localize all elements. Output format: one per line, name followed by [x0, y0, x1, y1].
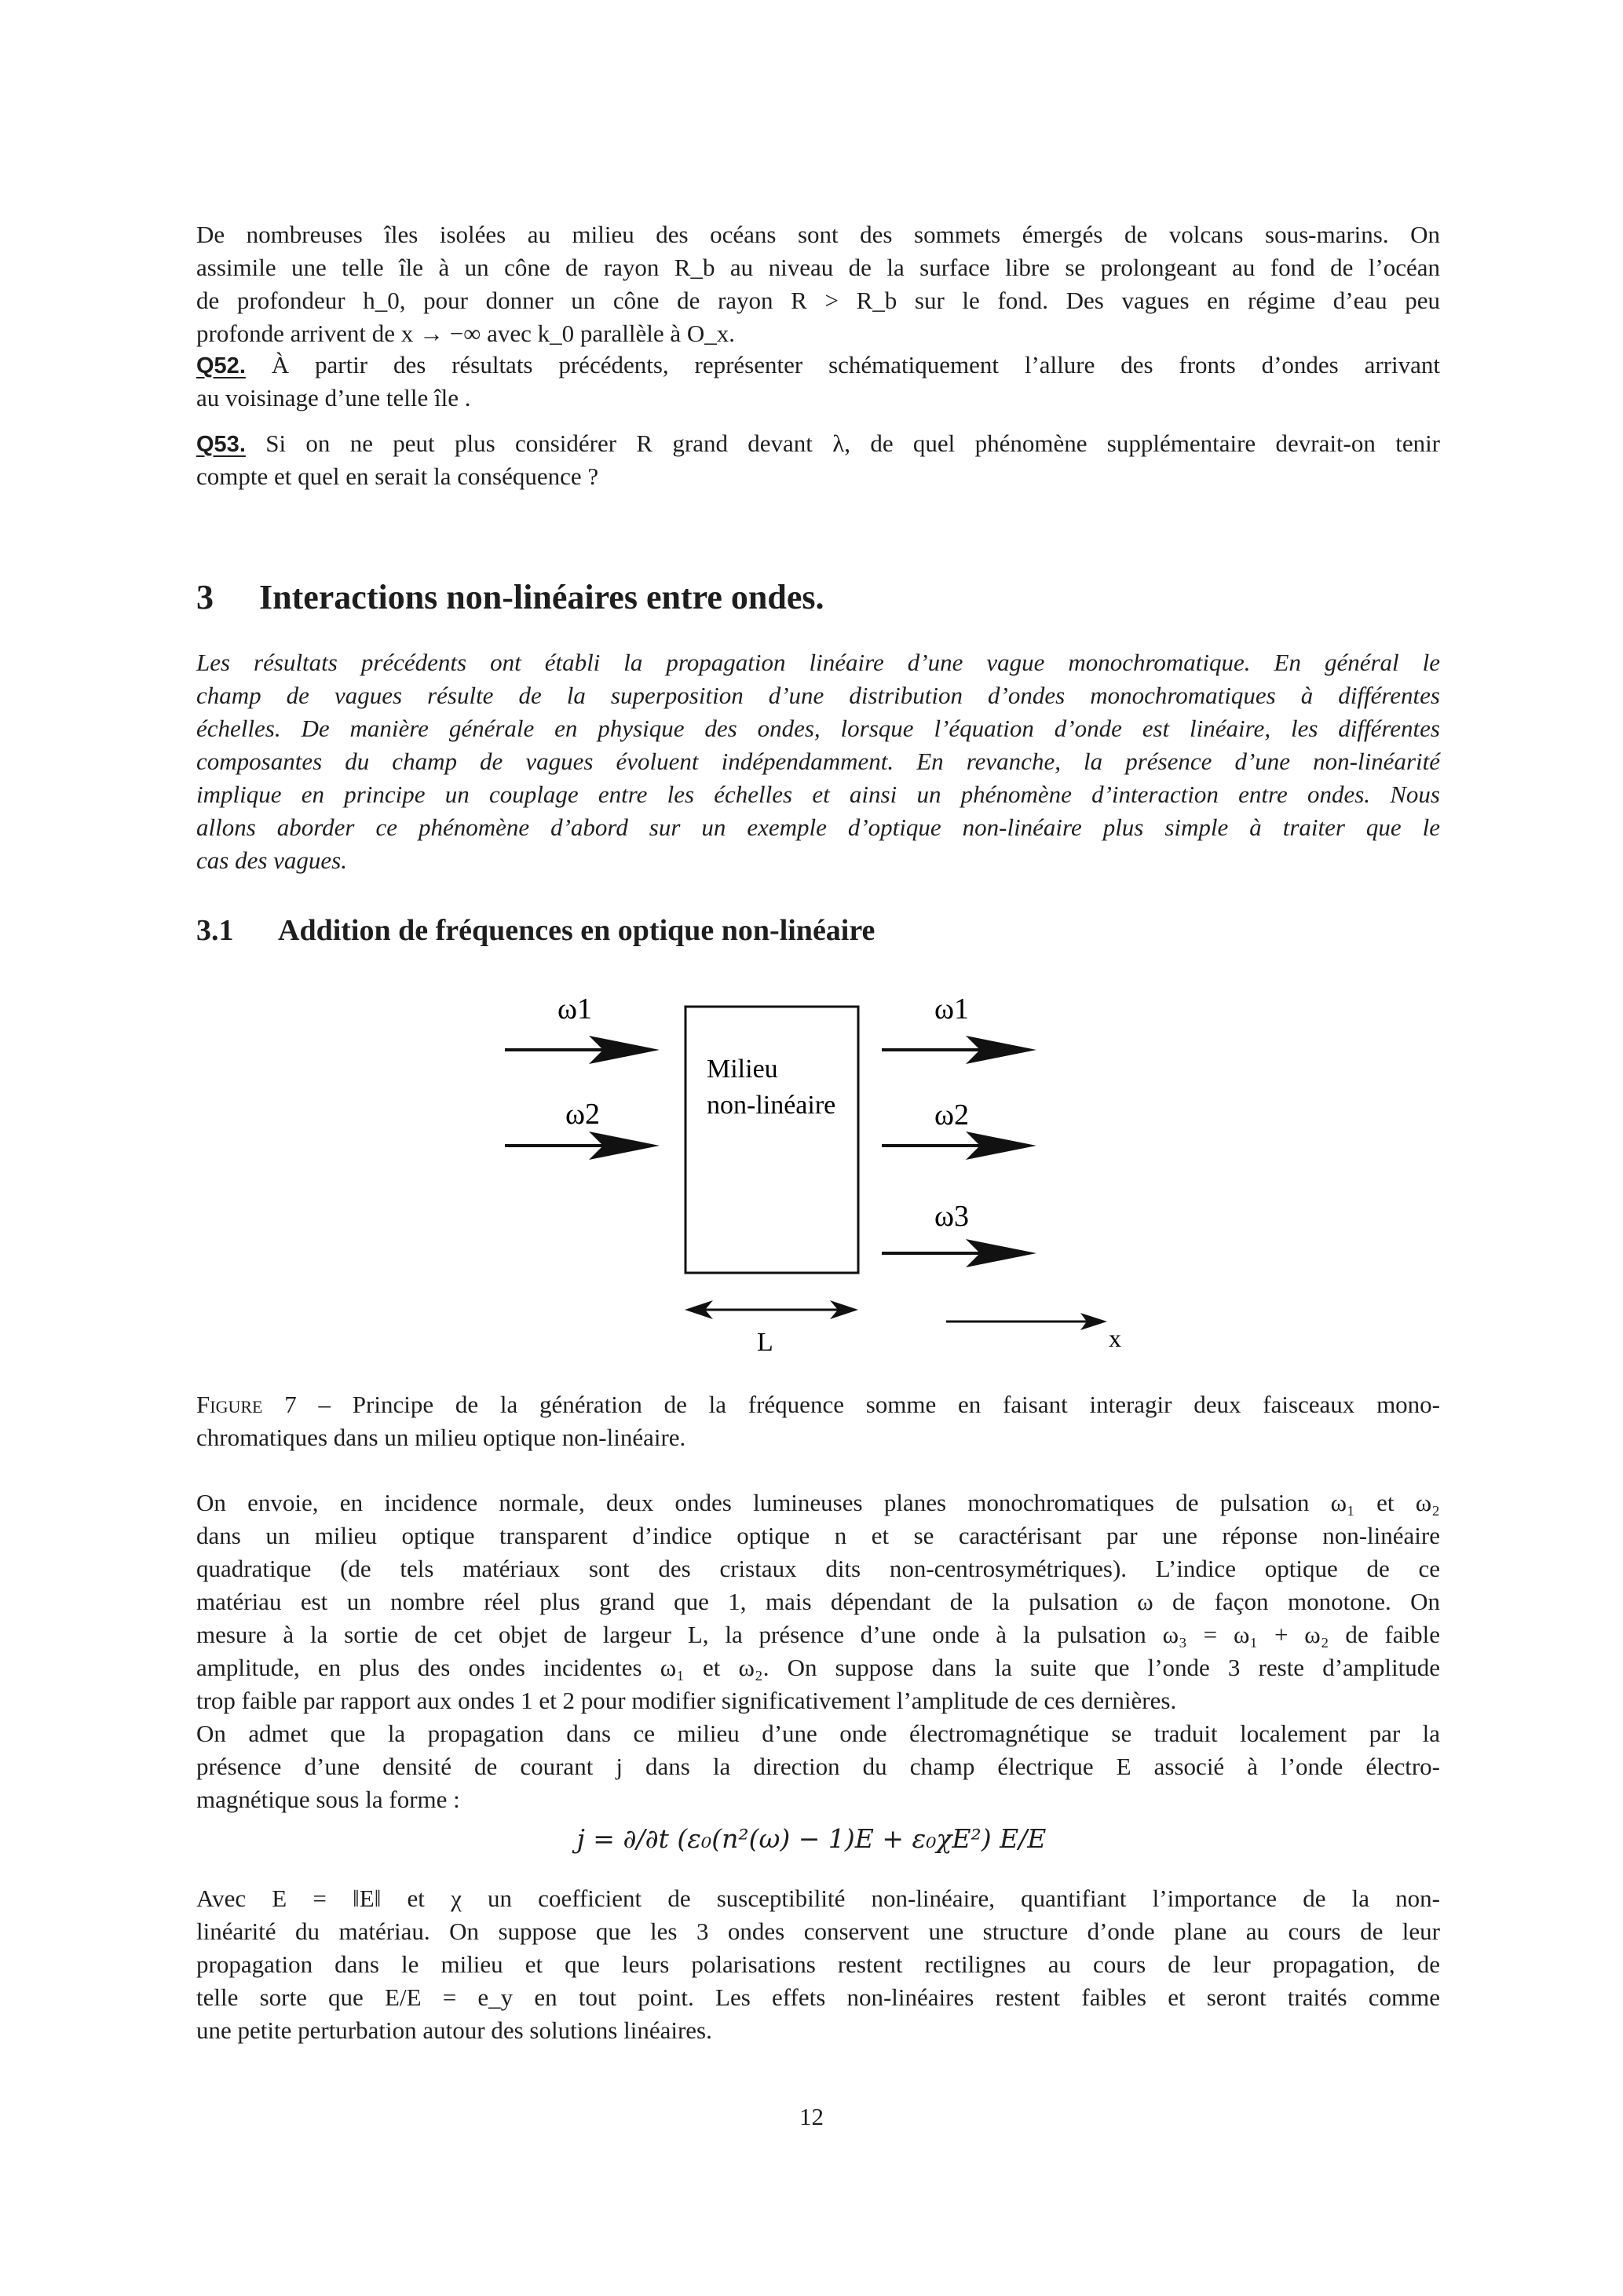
body-p3-line-1: Avec E = ‖E‖ et χ un coefficient de susceptibilité non-linéaire, quantifiant l’importance de la non- — [196, 1885, 1440, 1912]
body-p2-line-2: présence d’une densité de courant j dans la direction du champ électrique E associé à l’onde électro- — [196, 1753, 1440, 1780]
intro-paragraph — [196, 218, 1440, 350]
question-53-text-1: Si on ne peut plus considérer R grand devant λ, de quel phénomène supplémentaire devrait-on tenir — [265, 430, 1441, 457]
body-p3-line-2: linéarité du matériau. On suppose que les 3 ondes conservent une structure d’onde plane au cours de leur — [196, 1918, 1440, 1945]
abstract-line-6: allons aborder ce phénomène d’abord sur un exemple d’optique non-linéaire plus simple à traiter que le — [196, 813, 1440, 841]
output-arrow-1 — [882, 1036, 1036, 1064]
body-paragraph-2 — [196, 1717, 1440, 1816]
output-arrow-3 — [882, 1239, 1036, 1267]
output-omega-1-label: ω1 — [934, 993, 970, 1026]
input-arrow-2 — [505, 1132, 660, 1160]
intro-line-3: de profondeur h_0, pour donner un cône de rayon R > R_b sur le fond. Des vagues en régime d’eau peu — [196, 287, 1440, 314]
section-3-1-number: 3.1 — [196, 914, 234, 947]
abstract-line-3: échelles. De manière générale en physique des ondes, lorsque l’équation d’onde est linéaire, les différentes — [196, 715, 1440, 742]
abstract-line-1: Les résultats précédents ont établi la propagation linéaire d’une vague monochromatique. En général le — [196, 649, 1440, 676]
x-axis-label: x — [1109, 1324, 1121, 1352]
question-53-text-2: compte et quel en serait la conséquence ? — [196, 462, 599, 490]
question-52-label: Q52. — [196, 353, 246, 378]
intro-line-4: profonde arrivent de x → −∞ avec k_0 parallèle à O_x. — [196, 320, 736, 347]
question-52-text-1: À partir des résultats précédents, représenter schématiquement l’allure des fronts d’ondes arrivant — [271, 351, 1441, 378]
input-arrow-1 — [505, 1036, 660, 1064]
length-label: L — [757, 1328, 773, 1355]
section-3-number: 3 — [196, 578, 214, 616]
caption-label: Figure 7 — [196, 1391, 297, 1418]
body-paragraph-3 — [196, 1882, 1440, 2047]
body-p1-line-5: mesure à la sortie de cet objet de largeur L, la présence d’une onde à la pulsation ω₃ = ω₁ + ω₂ de faible — [196, 1621, 1440, 1648]
medium-label-line-2: non-linéaire — [707, 1091, 836, 1120]
caption-line-1: – Principe de la génération de la fréquence somme en faisant interagir deux faisceaux mono- — [318, 1391, 1441, 1418]
figure-7-caption — [196, 1388, 1440, 1454]
body-p1-line-6: amplitude, en plus des ondes incidentes ω₁ et ω₂. On suppose dans la suite que l’onde 3 reste d’amplitude — [196, 1654, 1440, 1681]
output-omega-2-label: ω2 — [934, 1099, 970, 1132]
x-axis-arrow — [946, 1313, 1107, 1330]
abstract-line-5: implique en principe un couplage entre les échelles et ainsi un phénomène d’interaction entre ondes. Nous — [196, 781, 1440, 808]
abstract-line-7: cas des vagues. — [196, 846, 347, 874]
current-density-equation: j = ∂/∂t (ε₀(n²(ω) − 1)E + ε₀χE²) E/E — [576, 1823, 1047, 1854]
body-p1-line-7: trop faible par rapport aux ondes 1 et 2 pour modifier significativement l’amplitude de ces dernières. — [196, 1687, 1177, 1714]
body-p1-line-2: dans un milieu optique transparent d’indice optique n et se caractérisant par une réponse non-linéaire — [196, 1522, 1440, 1549]
abstract-line-2: champ de vagues résulte de la superposition d’une distribution d’ondes monochromatiques à différentes — [196, 682, 1440, 709]
section-3-1-heading — [196, 913, 875, 948]
section-3-heading — [196, 577, 824, 617]
length-double-arrow — [685, 1300, 858, 1319]
page-number: 12 — [799, 2103, 824, 2130]
body-p3-line-5: une petite perturbation autour des solutions linéaires. — [196, 2016, 712, 2044]
question-52-text-2: au voisinage d’une telle île . — [196, 384, 471, 411]
output-arrow-2 — [882, 1132, 1036, 1160]
question-53-label: Q53. — [196, 432, 246, 457]
output-omega-3-label: ω3 — [934, 1200, 970, 1233]
input-omega-1-label: ω1 — [557, 993, 593, 1026]
section-3-1-title: Addition de fréquences en optique non-linéaire — [278, 914, 875, 947]
body-p2-line-1: On admet que la propagation dans ce milieu d’une onde électromagnétique se traduit localement par la — [196, 1720, 1440, 1747]
intro-line-1: De nombreuses îles isolées au milieu des océans sont des sommets émergés de volcans sous-marins. On — [196, 221, 1440, 248]
nonlinear-medium-box — [685, 1007, 858, 1273]
section-3-title: Interactions non-linéaires entre ondes. — [259, 578, 824, 616]
body-p3-line-3: propagation dans le milieu et que leurs polarisations restent rectilignes au cours de leur propagation, de — [196, 1951, 1440, 1978]
body-p2-line-3: magnétique sous la forme : — [196, 1786, 460, 1813]
body-p1-line-3: quadratique (de tels matériaux sont des cristaux dits non-centrosymétriques). L’indice optique de ce — [196, 1555, 1440, 1582]
caption-line-2: chromatiques dans un milieu optique non-linéaire. — [196, 1424, 686, 1451]
body-p1-line-4: matériau est un nombre réel plus grand que 1, mais dépendant de la pulsation ω de façon monotone. On — [196, 1588, 1440, 1615]
question-53 — [196, 427, 1440, 493]
input-omega-2-label: ω2 — [565, 1098, 601, 1131]
section-3-abstract — [196, 646, 1440, 877]
body-paragraph-1 — [196, 1486, 1440, 1717]
medium-label-line-1: Milieu — [707, 1055, 778, 1084]
body-p1-line-1: On envoie, en incidence normale, deux ondes lumineuses planes monochromatiques de pulsation ω₁ et ω₂ — [196, 1489, 1440, 1516]
figure-7-diagram — [471, 985, 1178, 1355]
intro-line-2: assimile une telle île à un cône de rayon R_b au niveau de la surface libre se prolongeant au fond de l’océan — [196, 254, 1440, 281]
question-52 — [196, 349, 1440, 415]
abstract-line-4: composantes du champ de vagues évoluent indépendamment. En revanche, la présence d’une non-linéarité — [196, 748, 1440, 775]
body-p3-line-4: telle sorte que E/E = e_y en tout point. Les effets non-linéaires restent faibles et seront traités comme — [196, 1983, 1440, 2011]
